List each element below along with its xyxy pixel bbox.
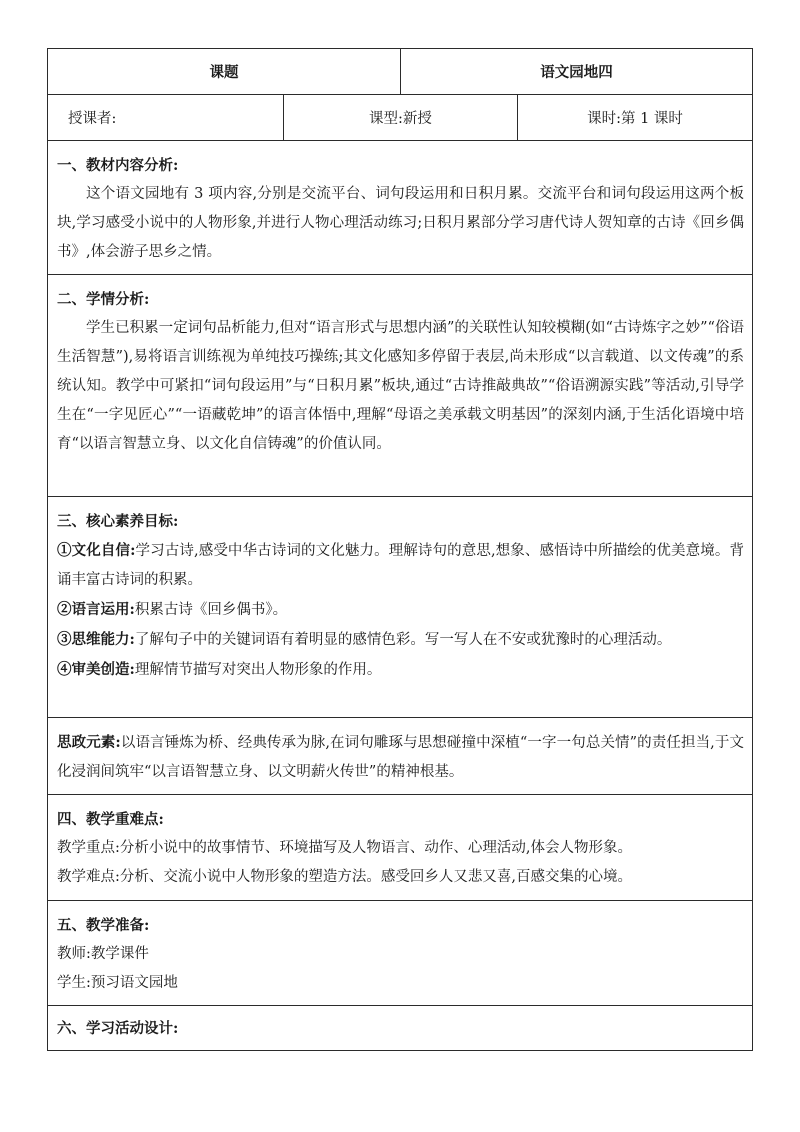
ideological-text — [57, 728, 744, 787]
teacher-prep: 教师:教学课件 — [57, 946, 149, 962]
section-ideological-elements — [48, 718, 752, 795]
section-activity-design — [48, 1006, 752, 1050]
student-prep: 学生:预习语文园地 — [57, 975, 178, 991]
section-heading: 二、学情分析: — [57, 291, 150, 308]
goal-label: ②语言运用: — [57, 601, 135, 618]
section-heading: 四、教学重难点: — [57, 811, 164, 828]
ideological-content: 以语言锤炼为桥、经典传承为脉,在词句雕琢与思想碰撞中深植“一字一句总关情”的责任担当,于文化浸润间筑牢“以言语智慧立身、以文明薪火传世”的精神根基。 — [57, 735, 744, 780]
goal-item — [57, 595, 744, 625]
goal-text: 了解句子中的关键词语有着明显的感情色彩。写一写人在不安或犹豫时的心理活动。 — [134, 632, 672, 648]
lesson-plan-table — [47, 48, 753, 1051]
section-heading: 一、教材内容分析: — [57, 157, 179, 174]
section-text: 学生已积累一定词句品析能力,但对“语言形式与思想内涵”的关联性认知较模糊(如“古诗炼字之妙”“俗语生活智慧”),易将语言训练视为单纯技巧操练;其文化感知多停留于表层,尚未形成“以言载道、以文传魂”的系统认知。教学中可紧扣“词句段运用”与“日积月累”板块,通过“古诗推敲典故”“俗语溯源实践”等活动,引导学生在“一字见匠心”“一语藏乾坤”的语言体悟中,理解“母语之美承载文明基因”的深刻内涵,于生活化语境中培育“以语言智慧立身、以文化自信铸魂”的价值认同。 — [57, 320, 744, 452]
ideological-label: 思政元素: — [57, 734, 121, 751]
topic-label: 课题 — [48, 49, 401, 94]
section-key-points — [48, 795, 752, 901]
goal-label: ③思维能力: — [57, 631, 135, 648]
section-heading: 三、核心素养目标: — [57, 513, 179, 530]
section-heading: 六、学习活动设计: — [57, 1020, 179, 1037]
section-heading: 五、教学准备: — [57, 917, 150, 934]
goal-label: ①文化自信: — [57, 542, 136, 559]
lesson-hours-cell: 课时:第 1 课时 — [587, 111, 683, 127]
goal-label: ④审美创造: — [57, 661, 135, 678]
goal-item — [57, 625, 744, 655]
goal-item — [57, 536, 744, 595]
info-row — [48, 95, 752, 141]
section-material-analysis — [48, 141, 752, 275]
teacher-cell — [48, 95, 284, 140]
topic-value: 语文园地四 — [540, 64, 613, 81]
difficult-point: 教学难点:分析、交流小说中人物形象的塑造方法。感受回乡人又悲又喜,百感交集的心境。 — [57, 869, 632, 885]
topic-row — [48, 49, 752, 95]
teacher-label: 授课者: — [68, 111, 117, 127]
section-student-analysis — [48, 275, 752, 497]
section-preparation — [48, 901, 752, 1006]
section-text: 这个语文园地有 3 项内容,分别是交流平台、词句段运用和日积月累。交流平台和词句段运用这两个板块,学习感受小说中的人物形象,并进行人物心理活动练习;日积月累部分学习唐代诗人贺知章的古诗《回乡偶书》,体会游子思乡之情。 — [57, 186, 744, 260]
section-core-goals — [48, 497, 752, 718]
goal-item — [57, 655, 744, 685]
goal-text: 积累古诗《回乡偶书》。 — [134, 602, 288, 618]
goal-text: 理解情节描写对突出人物形象的作用。 — [134, 662, 382, 678]
lesson-type-cell: 课型:新授 — [284, 95, 518, 140]
key-point: 教学重点:分析小说中的故事情节、环境描写及人物语言、动作、心理活动,体会人物形象。 — [57, 840, 632, 856]
goal-text: 学习古诗,感受中华古诗词的文化魅力。理解诗句的意思,想象、感悟诗中所描绘的优美意境。背诵丰富古诗词的积累。 — [57, 543, 744, 588]
